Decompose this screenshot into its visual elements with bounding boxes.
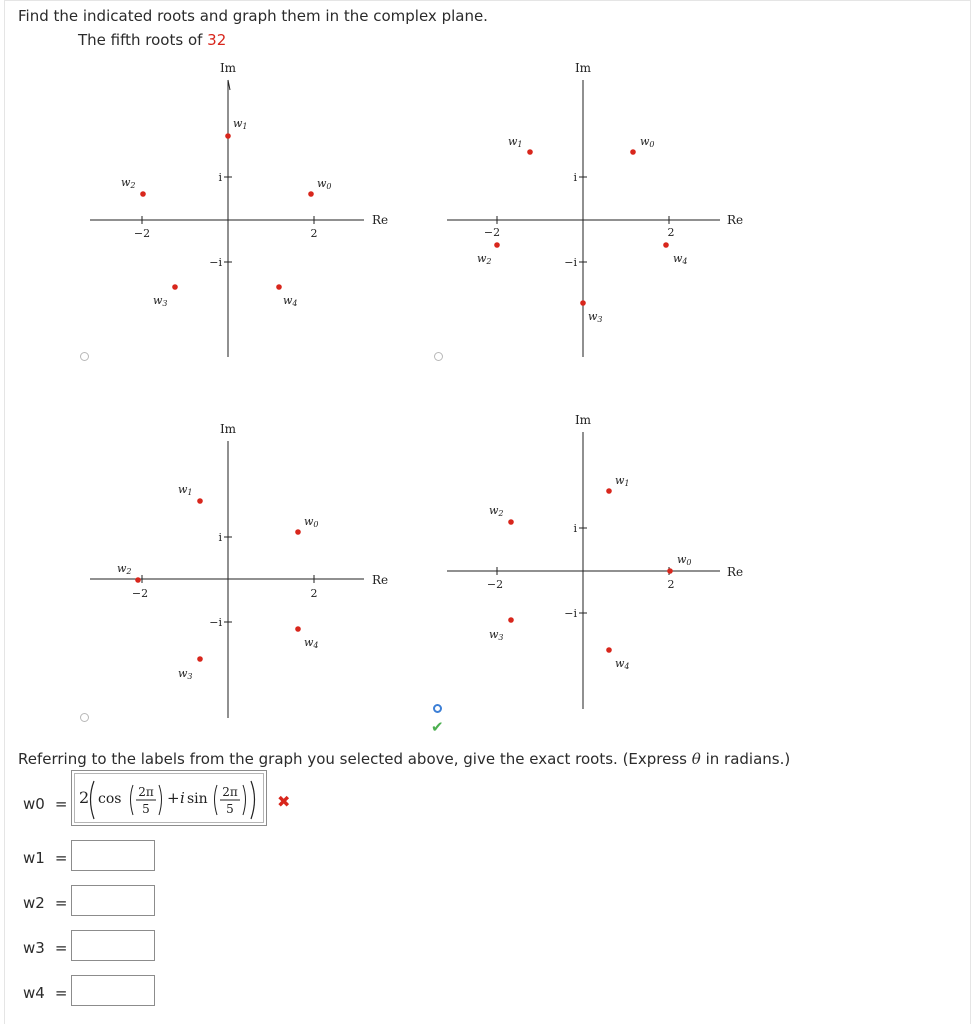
- graph-b-tick-2: 2: [667, 226, 675, 239]
- graph-d-label-w3: w3: [489, 628, 504, 642]
- graph-c-point-w4: [295, 626, 301, 632]
- graph-c-point-w3: [197, 656, 203, 662]
- w1-label-text: w1: [23, 849, 45, 867]
- w3-equals: =: [54, 939, 68, 957]
- graph-c-re-label: Re: [372, 573, 389, 587]
- graph-c-radio[interactable]: [80, 713, 89, 722]
- graph-d-point-w3: [508, 617, 514, 623]
- w3-label-text: w3: [23, 939, 45, 957]
- graph-c-point-w2: [135, 577, 141, 583]
- subtitle-prefix: The fifth roots of: [78, 31, 208, 49]
- graph-d-label-w2: w2: [489, 504, 504, 518]
- graph-c-tick-i: i: [218, 531, 222, 544]
- instruction-pre: Referring to the labels from the graph you selected above, give the exact roots. (Express: [18, 750, 692, 768]
- graph-a-point-w1: [225, 133, 231, 139]
- graph-c-im-label: Im: [219, 422, 237, 436]
- graph-d-label-w0: w0: [677, 553, 692, 567]
- graph-a-label-w4: w4: [283, 294, 298, 308]
- graph-d-point-w2: [508, 519, 514, 525]
- graph-c-label-w0: w0: [304, 515, 319, 529]
- graph-d-tick-2: 2: [667, 578, 675, 591]
- graph-a-point-w0: [308, 191, 314, 197]
- graph-a-point-w3: [172, 284, 178, 290]
- graph-b-label-w2: w2: [477, 252, 492, 266]
- w0-label: [23, 795, 67, 813]
- graph-d-tick-neg-i: −i: [564, 607, 577, 620]
- graph-c-point-w1: [197, 498, 203, 504]
- w0-i: i: [180, 789, 185, 807]
- graph-b-tick-neg2: −2: [483, 226, 501, 239]
- graph-b-tick-neg-i: −i: [564, 256, 577, 269]
- graph-b-label-w4: w4: [673, 252, 688, 266]
- graph-a-tick-neg2: −2: [133, 227, 151, 240]
- question-text: Find the indicated roots and graph them in the complex plane.: [18, 7, 488, 25]
- w4-label-text: w4: [23, 984, 45, 1002]
- w0-coef: 2: [79, 788, 90, 807]
- graph-b-label-w0: w0: [640, 135, 655, 149]
- graph-b-point-w4: [663, 242, 669, 248]
- graph-a-point-w4: [276, 284, 282, 290]
- w0-sin-num: 2π: [222, 785, 238, 799]
- graph-c-point-w0: [295, 529, 301, 535]
- instruction-theta: θ: [691, 750, 701, 768]
- w0-answer-field[interactable]: [71, 770, 267, 826]
- w0-cos: cos: [98, 791, 122, 807]
- w2-label-text: w2: [23, 894, 45, 912]
- graph-d-tick-i: i: [573, 522, 577, 535]
- graph-b-point-w0: [630, 149, 636, 155]
- w0-cos-den: 5: [142, 802, 150, 816]
- correct-check-icon: ✔: [431, 718, 444, 736]
- graph-c-label-w2: w2: [117, 562, 132, 576]
- graph-a-tick-2: 2: [310, 227, 318, 240]
- w4-equals: =: [54, 984, 68, 1002]
- graph-a-im-label: Im: [219, 61, 237, 75]
- w0-math-expression: [76, 775, 264, 823]
- w2-label: [23, 894, 67, 912]
- subtitle-number: 32: [207, 31, 227, 49]
- w4-label: [23, 984, 67, 1002]
- graph-b-point-w2: [494, 242, 500, 248]
- graph-a-label-w2: w2: [121, 176, 136, 190]
- instruction-post: in radians.): [700, 750, 791, 768]
- graph-d-radio-selected[interactable]: [433, 704, 442, 713]
- w0-sin-den: 5: [226, 802, 234, 816]
- graph-b-im-label: Im: [574, 61, 592, 75]
- w3-answer-field[interactable]: [71, 930, 155, 961]
- graph-a-point-w2: [140, 191, 146, 197]
- graph-d-point-w1: [606, 488, 612, 494]
- w0-plus: +: [167, 789, 180, 807]
- instruction-text: [18, 750, 790, 768]
- graph-b-label-w3: w3: [588, 310, 603, 324]
- graph-d-label-w4: w4: [615, 657, 630, 671]
- graph-d-im-label: Im: [574, 413, 592, 427]
- graph-b-tick-i: i: [573, 171, 577, 184]
- w1-equals: =: [54, 849, 68, 867]
- graph-b-re-label: Re: [727, 213, 744, 227]
- graph-a-tick-neg-i: −i: [209, 256, 222, 269]
- graph-d-label-w1: w1: [615, 474, 630, 488]
- graph-a-label-w1: w1: [233, 117, 248, 131]
- graph-a-label-w0: w0: [317, 177, 332, 191]
- graph-d-point-w0: [667, 568, 673, 574]
- w1-label: [23, 849, 67, 867]
- w2-answer-field[interactable]: [71, 885, 155, 916]
- graph-a-tick-i: i: [218, 171, 222, 184]
- w2-equals: =: [54, 894, 68, 912]
- graph-d-tick-neg2: −2: [486, 578, 504, 591]
- w0-cos-num: 2π: [138, 785, 154, 799]
- graph-c-tick-2: 2: [310, 587, 318, 600]
- w0-label-text: w0: [23, 795, 45, 813]
- graph-a-radio[interactable]: [80, 352, 89, 361]
- graph-c-tick-neg2: −2: [131, 587, 149, 600]
- graph-b-label-w1: w1: [508, 135, 523, 149]
- w0-equals: =: [54, 795, 68, 813]
- graph-c-tick-neg-i: −i: [209, 616, 222, 629]
- graph-d-point-w4: [606, 647, 612, 653]
- wrong-x-icon: ✖: [277, 792, 291, 811]
- w1-answer-field[interactable]: [71, 840, 155, 871]
- graph-c-label-w4: w4: [304, 636, 319, 650]
- w4-answer-field[interactable]: [71, 975, 155, 1006]
- w0-sin: sin: [187, 791, 208, 807]
- graph-a-label-w3: w3: [153, 294, 168, 308]
- graph-c-label-w1: w1: [178, 483, 193, 497]
- w3-label: [23, 939, 67, 957]
- graph-c-label-w3: w3: [178, 667, 193, 681]
- graph-b-point-w1: [527, 149, 533, 155]
- graph-d-re-label: Re: [727, 565, 744, 579]
- graph-a-re-label: Re: [372, 213, 389, 227]
- graph-b-radio[interactable]: [434, 352, 443, 361]
- graph-b-point-w3: [580, 300, 586, 306]
